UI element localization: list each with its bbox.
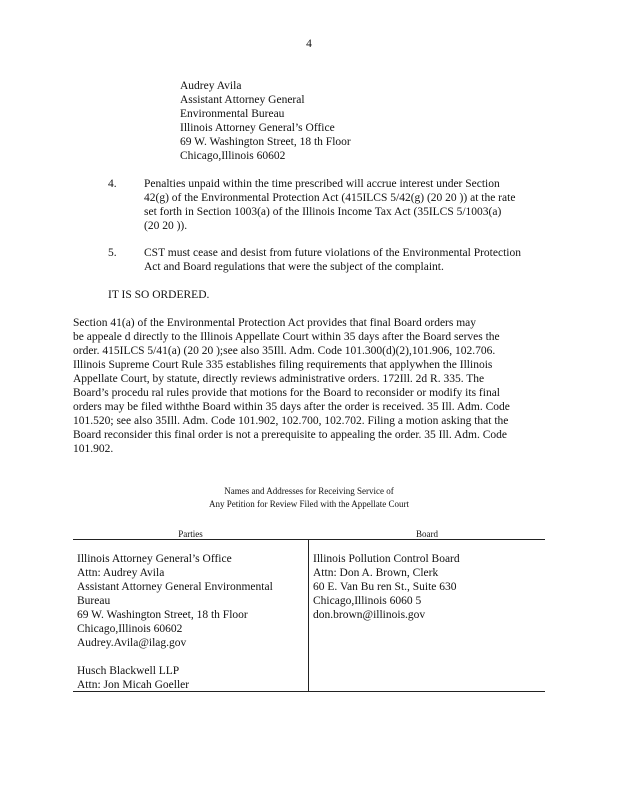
parties-spacer bbox=[77, 650, 273, 664]
parties-cell bbox=[77, 552, 273, 692]
paragraph-line: order. 415ILCS 5/41(a) (20 20 );see also 35Ill. Adm. Code 101.300(d)(2),101.906, 102.706. bbox=[73, 345, 496, 357]
table-title-line: Names and Addresses for Receiving Service of bbox=[224, 486, 394, 496]
parties-line: 69 W. Washington Street, 18 th Floor bbox=[77, 609, 248, 621]
board-line: Chicago,Illinois 6060 5 bbox=[313, 595, 422, 607]
table-column-divider bbox=[308, 539, 309, 691]
address-line: Environmental Bureau bbox=[180, 108, 285, 120]
service-table-title bbox=[73, 485, 545, 511]
board-line: Attn: Don A. Brown, Clerk bbox=[313, 567, 439, 579]
paragraph-line: Section 41(a) of the Environmental Protection Act provides that final Board orders may bbox=[73, 317, 477, 329]
item-text bbox=[144, 177, 536, 233]
parties-line: Attn: Jon Micah Goeller bbox=[77, 679, 190, 691]
address-line: Assistant Attorney General bbox=[180, 94, 305, 106]
item-line: set forth in Section 1003(a) of the Illinois Income Tax Act (35ILCS 5/1003(a) bbox=[144, 206, 502, 218]
paragraph-line: 101.520; see also 35Ill. Adm. Code 101.902, 102.700, 102.702. Filing a motion asking that the bbox=[73, 415, 509, 427]
parties-email[interactable]: Audrey.Avila@ilag.gov bbox=[77, 637, 187, 649]
order-item-4 bbox=[108, 177, 548, 237]
item-line: Act and Board regulations that were the subject of the complaint. bbox=[144, 261, 444, 273]
parties-line: Husch Blackwell LLP bbox=[77, 665, 180, 677]
parties-line: Illinois Attorney General’s Office bbox=[77, 553, 232, 565]
column-header-board: Board bbox=[416, 529, 438, 539]
item-text bbox=[144, 246, 536, 274]
address-line: 69 W. Washington Street, 18 th Floor bbox=[180, 136, 351, 148]
address-line: Chicago,Illinois 60602 bbox=[180, 150, 286, 162]
order-item-5 bbox=[108, 246, 548, 276]
address-block bbox=[180, 79, 351, 163]
column-header-parties: Parties bbox=[178, 529, 203, 539]
parties-line: Assistant Attorney General Environmental bbox=[77, 581, 273, 593]
parties-line: Chicago,Illinois 60602 bbox=[77, 623, 183, 635]
item-line: Penalties unpaid within the time prescribed will accrue interest under Section bbox=[144, 178, 500, 190]
address-line: Audrey Avila bbox=[180, 80, 242, 92]
table-title-line: Any Petition for Review Filed with the Appellate Court bbox=[209, 499, 409, 509]
appeal-paragraph bbox=[73, 316, 531, 456]
table-top-rule bbox=[73, 539, 545, 540]
item-line: 42(g) of the Environmental Protection Act (415ILCS 5/42(g) (20 20 )) at the rate bbox=[144, 192, 516, 204]
paragraph-line: be appeale d directly to the Illinois Appellate Court within 35 days after the Board serves the bbox=[73, 331, 500, 343]
paragraph-line: Illinois Supreme Court Rule 335 establishes filing requirements that applywhen the Illinois bbox=[73, 359, 493, 371]
board-cell bbox=[313, 552, 460, 622]
board-line: Illinois Pollution Control Board bbox=[313, 553, 460, 565]
item-number: 5. bbox=[108, 247, 117, 259]
paragraph-line: Board’s procedu ral rules provide that motions for the Board to reconsider or modify its final bbox=[73, 387, 500, 399]
paragraph-line: 101.902. bbox=[73, 443, 114, 455]
board-email[interactable]: don.brown@illinois.gov bbox=[313, 609, 426, 621]
item-line: CST must cease and desist from future violations of the Environmental Protection bbox=[144, 247, 521, 259]
paragraph-line: orders may be filed withthe Board within 35 days after the order is received. 35 Ill. Adm. Code bbox=[73, 401, 510, 413]
item-line: (20 20 )). bbox=[144, 220, 188, 232]
paragraph-line: Appellate Court, by statute, directly reviews administrative orders. 172Ill. 2d R. 335. The bbox=[73, 373, 485, 385]
board-line: 60 E. Van Bu ren St., Suite 630 bbox=[313, 581, 457, 593]
paragraph-line: Board reconsider this final order is not a prerequisite to appealing the order. 35 Ill. Adm. Code bbox=[73, 429, 508, 441]
page-number: 4 bbox=[306, 38, 312, 50]
parties-line: Attn: Audrey Avila bbox=[77, 567, 165, 579]
address-line: Illinois Attorney General’s Office bbox=[180, 122, 335, 134]
so-ordered-line: IT IS SO ORDERED. bbox=[108, 289, 210, 301]
item-number: 4. bbox=[108, 178, 117, 190]
parties-line: Bureau bbox=[77, 595, 111, 607]
